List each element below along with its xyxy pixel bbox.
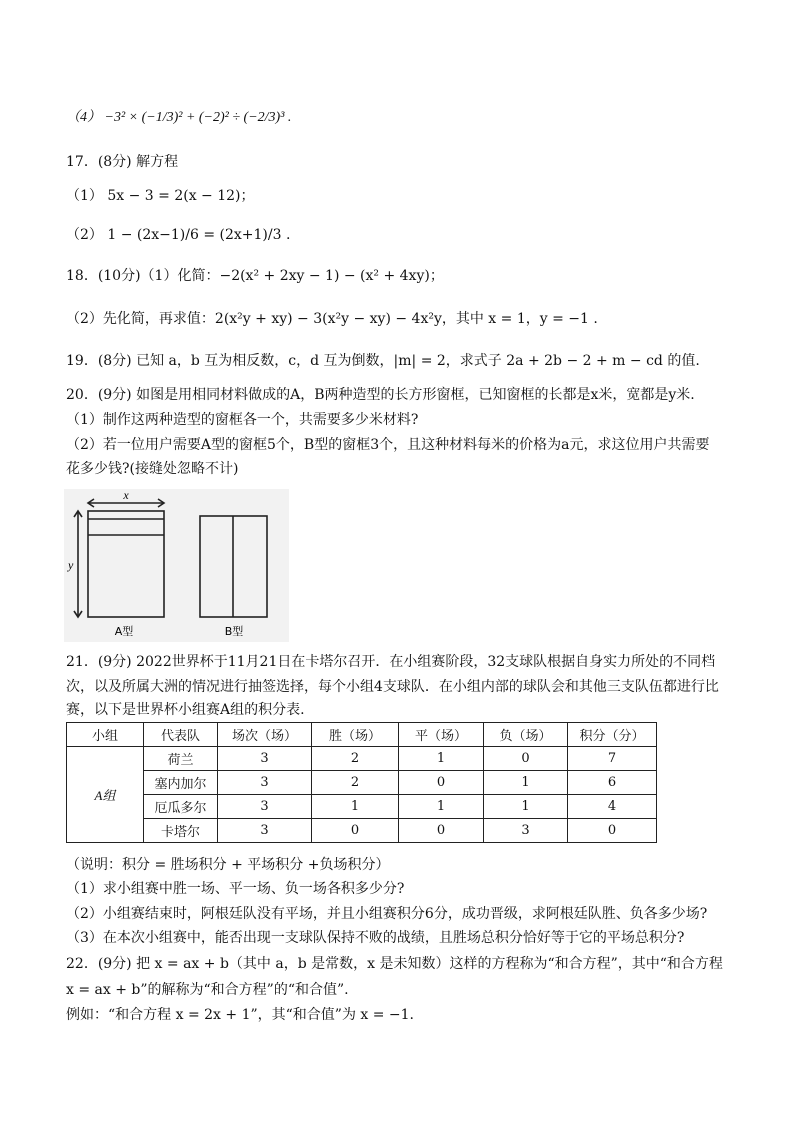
q21-part1: （1）求小组赛中胜一场、平一场、负一场各积多少分? — [66, 881, 405, 897]
group-a-score-table — [66, 722, 657, 843]
table-cell: 3 — [218, 747, 312, 771]
table-row — [67, 819, 657, 843]
table-cell: 1 — [484, 771, 568, 795]
q21-part3: （3）在本次小组赛中，能否出现一支球队保持不败的战绩，且胜场总积分恰好等于它的平场总积分? — [66, 930, 685, 946]
q20-title: 20．(9分) 如图是用相同材料做成的A，B两种造型的长方形窗框，已知窗框的长都是x米，宽都是y米. — [66, 387, 695, 403]
table-row — [67, 795, 657, 819]
q20-part2a: （2）若一位用户需要A型的窗框5个，B型的窗框3个，且这种材料每米的价格为a元，求这位用户共需要 — [66, 437, 710, 453]
table-row — [67, 771, 657, 795]
table-cell: 1 — [399, 747, 484, 771]
team-cell: 厄瓜多尔 — [144, 795, 218, 819]
table-cell: 0 — [399, 771, 484, 795]
table-cell: 1 — [312, 795, 399, 819]
header-cell: 胜（场） — [312, 723, 399, 747]
header-cell: 场次（场） — [218, 723, 312, 747]
table-cell: 0 — [312, 819, 399, 843]
table-cell: 2 — [312, 747, 399, 771]
table-cell: 1 — [484, 795, 568, 819]
q22-line1: 22．(9分) 把 x = ax + b（其中 a，b 是常数，x 是未知数）这样的方程称为“和合方程”，其中“和合方程 — [66, 956, 723, 972]
table-cell: 7 — [568, 747, 657, 771]
q18-part2: （2）先化简，再求值：2(x²y + xy) − 3(x²y − xy) − 4x²y，其中 x = 1，y = −1 . — [66, 311, 598, 327]
table-cell: 0 — [484, 747, 568, 771]
header-cell: 小组 — [67, 723, 144, 747]
frame-a-outer — [88, 511, 164, 617]
group-cell: A组 — [67, 747, 144, 843]
fig-x-label: x — [123, 489, 129, 502]
table-cell: 4 — [568, 795, 657, 819]
window-frame-svg — [64, 489, 289, 642]
table-row — [67, 747, 657, 771]
q18-title: 18．(10分)（1）化简：−2(x² + 2xy − 1) − (x² + 4xy)； — [66, 268, 444, 284]
table-cell: 0 — [399, 819, 484, 843]
q21-note: （说明：积分 = 胜场积分 + 平场积分 +负场积分） — [66, 857, 390, 873]
table-header-row — [67, 723, 657, 747]
q16-part4-label: （4） — [66, 110, 101, 125]
q17-title: 17．(8分) 解方程 — [66, 154, 179, 170]
table-cell: 2 — [312, 771, 399, 795]
header-cell: 代表队 — [144, 723, 218, 747]
header-cell: 积分（分） — [568, 723, 657, 747]
window-frame-figure — [64, 489, 289, 642]
header-cell: 负（场） — [484, 723, 568, 747]
fig-a-label: A型 — [114, 625, 134, 638]
team-cell: 塞内加尔 — [144, 771, 218, 795]
q16-part4-expr: −3² × (−1/3)² + (−2)² ÷ (−2/3)³ . — [104, 110, 292, 125]
q21-line2: 次，以及所属大洲的情况进行抽签选择，每个小组4支球队．在小组内部的球队会和其他三支队伍都进行比 — [66, 679, 719, 695]
table-cell: 1 — [399, 795, 484, 819]
q17-part1: （1） 5x − 3 = 2(x − 12)； — [66, 188, 255, 204]
q22-line3: 例如：“和合方程 x = 2x + 1”，其“和合值”为 x = −1. — [66, 1007, 415, 1023]
table-cell: 6 — [568, 771, 657, 795]
table-cell: 3 — [218, 795, 312, 819]
team-cell: 荷兰 — [144, 747, 218, 771]
q21-part2: （2）小组赛结束时，阿根廷队没有平场，并且小组赛积分6分，成功晋级，求阿根廷队胜、负各多少场? — [66, 906, 708, 922]
table-cell: 3 — [484, 819, 568, 843]
q20-part1: （1）制作这两种造型的窗框各一个，共需要多少米材料? — [66, 412, 419, 428]
table-cell: 3 — [218, 771, 312, 795]
fig-b-label: B型 — [224, 625, 244, 638]
fig-y-label: y — [68, 558, 74, 572]
q19-text: 19．(8分) 已知 a，b 互为相反数，c，d 互为倒数，|m| = 2，求式子 2a + 2b − 2 + m − cd 的值. — [66, 353, 700, 369]
table-cell: 3 — [218, 819, 312, 843]
q21-line3: 赛，以下是世界杯小组赛A组的积分表. — [66, 702, 305, 718]
q20-part2b: 花多少钱?(接缝处忽略不计) — [66, 461, 239, 477]
q22-line2: x = ax + b”的解称为“和合方程”的“和合值”. — [66, 982, 349, 998]
q17-part2: （2） 1 − (2x−1)/6 = (2x+1)/3 . — [66, 227, 291, 243]
header-cell: 平（场） — [399, 723, 484, 747]
table-cell: 0 — [568, 819, 657, 843]
team-cell: 卡塔尔 — [144, 819, 218, 843]
q16-part4 — [66, 108, 291, 128]
q21-line1: 21．(9分) 2022世界杯于11月21日在卡塔尔召开．在小组赛阶段，32支球队根据自身实力所处的不同档 — [66, 654, 716, 670]
